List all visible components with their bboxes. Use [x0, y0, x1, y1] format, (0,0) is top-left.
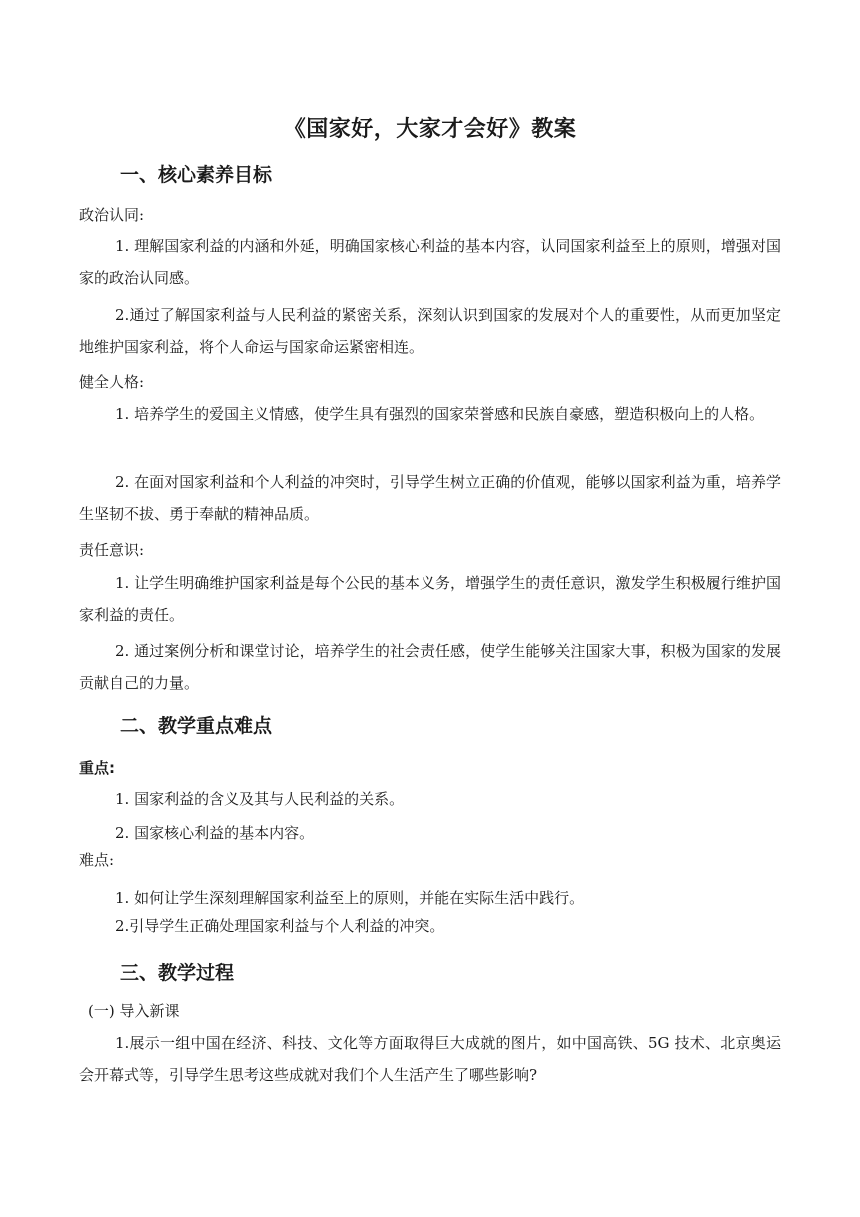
- section-heading-goals: 一、核心素养目标: [120, 164, 273, 186]
- difficulty-1: 1. 如何让学生深刻理解国家利益至上的原则，并能在实际生活中践行。: [115, 889, 585, 907]
- label-personality: 健全人格:: [79, 373, 145, 391]
- label-difficulties: 难点:: [79, 851, 115, 869]
- section-heading-key-points: 二、教学重点难点: [120, 715, 273, 737]
- paragraph-responsibility-1: 1. 让学生明确维护国家利益是每个公民的基本义务，增强学生的责任意识，激发学生积极履行维护国家利益的责任。: [79, 574, 781, 624]
- paragraph-intro-1: 1.展示一组中国在经济、科技、文化等方面取得巨大成就的图片，如中国高铁、5G 技术、北京奥运会开幕式等，引导学生思考这些成就对我们个人生活产生了哪些影响?: [79, 1034, 781, 1084]
- label-political: 政治认同:: [79, 206, 145, 224]
- paragraph-political-2: 2.通过了解国家利益与人民利益的紧密关系，深刻认识到国家的发展对个人的重要性，从而更加坚定地维护国家利益，将个人命运与国家命运紧密相连。: [79, 306, 781, 356]
- key-point-2: 2. 国家核心利益的基本内容。: [115, 824, 315, 842]
- subsection-intro: (一) 导入新课: [88, 1002, 180, 1020]
- paragraph-personality-1: 1. 培养学生的爱国主义情感，使学生具有强烈的国家荣誉感和民族自豪感，塑造积极向上的人格。: [115, 405, 765, 423]
- section-heading-process: 三、教学过程: [120, 962, 235, 984]
- difficulty-2: 2.引导学生正确处理国家利益与个人利益的冲突。: [115, 917, 445, 935]
- label-responsibility: 责任意识:: [79, 541, 145, 559]
- key-point-1: 1. 国家利益的含义及其与人民利益的关系。: [115, 790, 405, 808]
- label-key-points: 重点:: [79, 759, 115, 777]
- paragraph-responsibility-2: 2. 通过案例分析和课堂讨论，培养学生的社会责任感，使学生能够关注国家大事，积极为国家的发展贡献自己的力量。: [79, 642, 781, 692]
- paragraph-political-1: 1. 理解国家利益的内涵和外延，明确国家核心利益的基本内容，认同国家利益至上的原则，增强对国家的政治认同感。: [79, 237, 781, 287]
- paragraph-personality-2: 2. 在面对国家利益和个人利益的冲突时，引导学生树立正确的价值观，能够以国家利益为重，培养学生坚韧不拔、勇于奉献的精神品质。: [79, 473, 781, 523]
- document-title: 《国家好，大家才会好》教案: [283, 117, 577, 142]
